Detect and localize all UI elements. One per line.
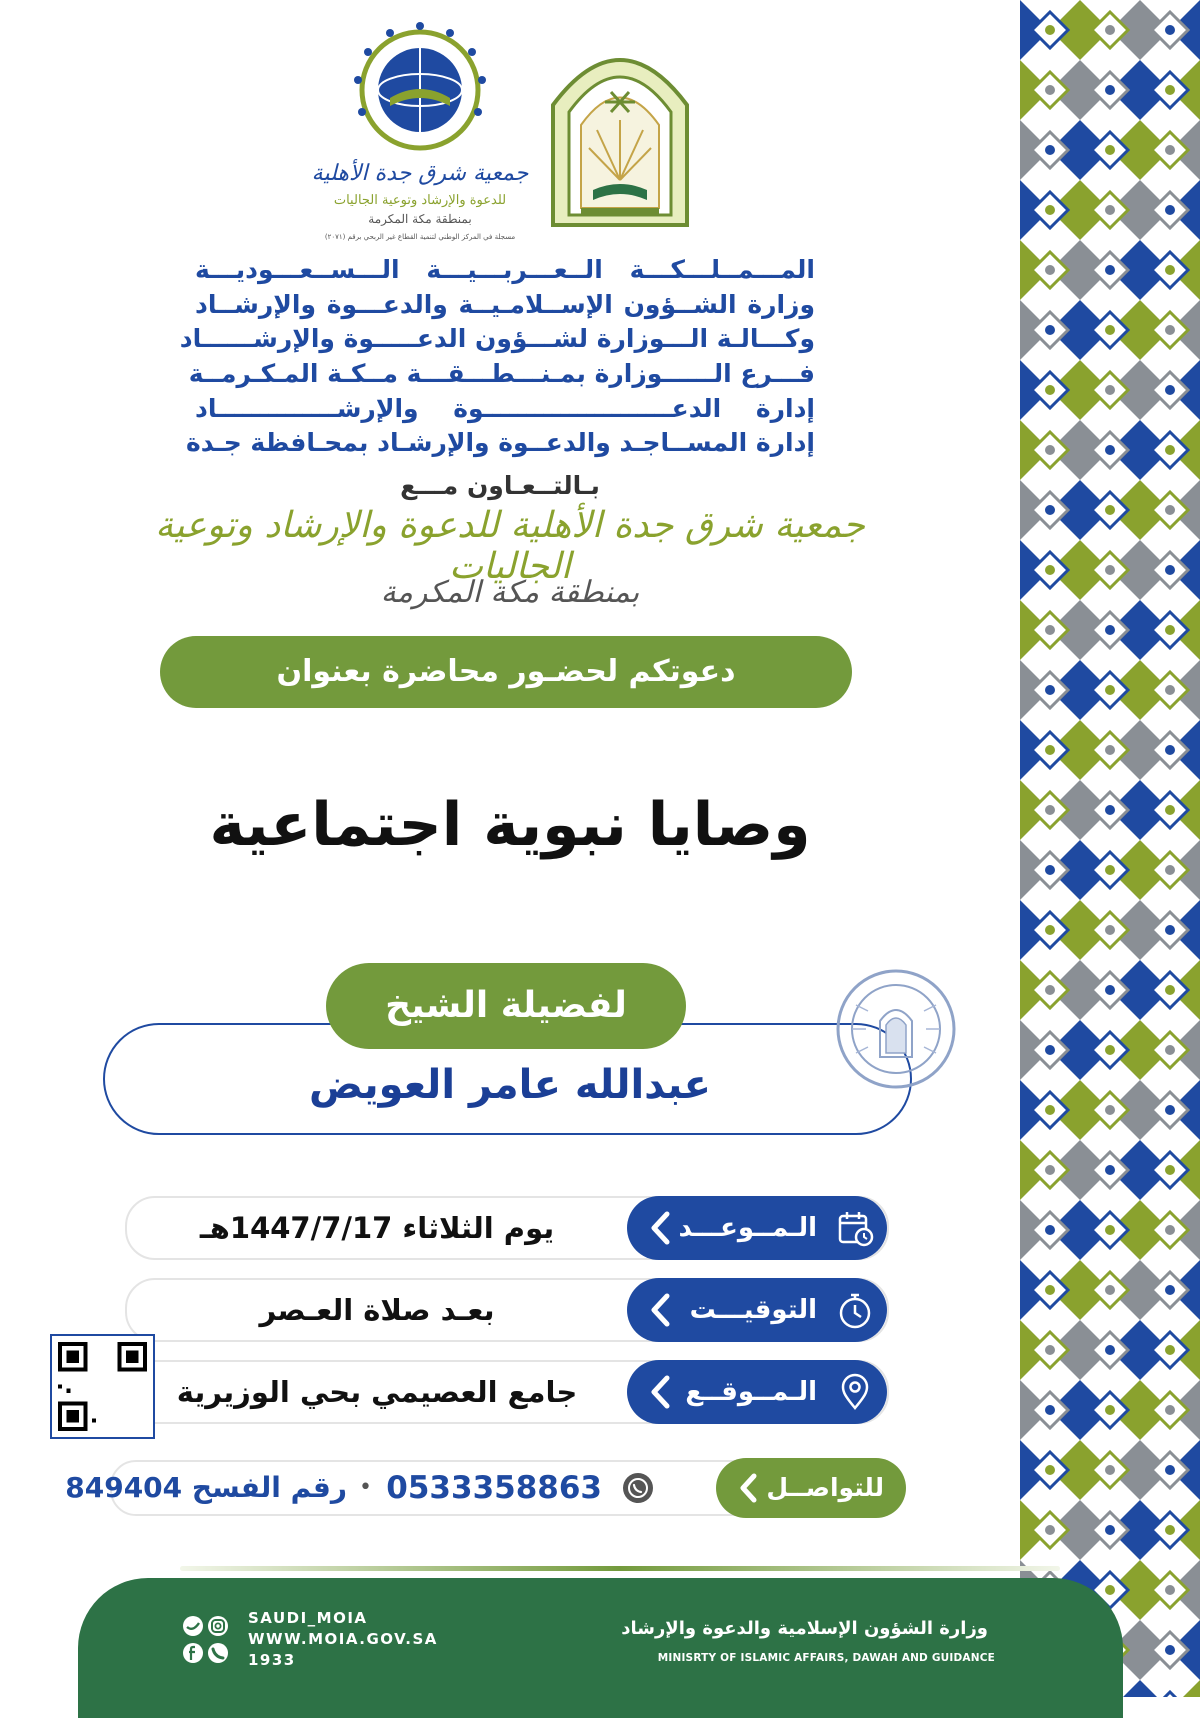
speaker-title-pill: لفضيلة الشيخ — [326, 963, 686, 1049]
time-label: التوقيـــت — [689, 1295, 817, 1325]
location-value: جامع العصيمي بحي الوزيرية — [176, 1375, 578, 1409]
phone-icon — [208, 1643, 228, 1663]
date-tag — [627, 1196, 887, 1260]
date-label: الـمــوعـــد — [678, 1213, 817, 1243]
svg-text:جمعية شرق جدة الأهلية: جمعية شرق جدة الأهلية — [311, 161, 529, 186]
header-line-kingdom: المـــمــلـــكـــة الــعـــربـــيـــة الـــســعـــوديـــة — [195, 255, 815, 284]
lecture-title: وصايا نبوية اجتماعية — [209, 790, 811, 860]
association-logo — [310, 20, 530, 245]
location-tag — [627, 1360, 887, 1424]
contact-phone[interactable]: 0533358863 — [386, 1470, 602, 1506]
location-pin-icon — [835, 1372, 875, 1412]
time-value: بعـد صلاة العـصر — [259, 1293, 495, 1327]
date-value: يوم الثلاثاء 1447/7/17هـ — [199, 1211, 555, 1245]
contact-separator: • — [359, 1475, 372, 1500]
chevron-left-icon — [649, 1210, 671, 1246]
location-row — [125, 1360, 889, 1424]
time-row — [125, 1278, 889, 1342]
footer-website[interactable]: WWW.MOIA.GOV.SA — [248, 1630, 438, 1648]
instagram-icon — [208, 1616, 228, 1636]
decorative-side-border — [1020, 0, 1200, 1697]
header-line-agency: وكـــالـة الـــوزارة لشـــؤون الدعـــــوة والإرشــــــاد — [179, 324, 815, 353]
date-row — [125, 1196, 889, 1260]
facebook-icon — [183, 1643, 203, 1663]
invitation-banner: دعوتكم لحضـور محاضرة بعنوان — [160, 636, 852, 708]
chevron-left-icon — [649, 1292, 671, 1328]
social-icons — [181, 1614, 231, 1666]
header-line-ministry: وزارة الشــؤون الإســلامـيــة والدعـــوة والإرشــاد — [195, 290, 815, 319]
svg-text:بمنطقة مكة المكرمة: بمنطقة مكة المكرمة — [368, 212, 472, 226]
cooperation-label: بـالتــعـاون مـــع — [400, 471, 600, 500]
contact-tag — [716, 1458, 906, 1518]
association-calligraphy: جمعية شرق جدة الأهلية للدعوة والإرشاد وتوعية الجاليات — [155, 505, 865, 587]
contact-row — [65, 1460, 904, 1516]
svg-text:مسجلة في المركز الوطني لتنمية: مسجلة في المركز الوطني لتنمية القطاع غير الربحي برقم (٢٠٧١) — [324, 233, 516, 241]
header-line-branch: فـــرع الــــــوزارة بمـنـــطـــقـــة مــكـة المـكـرمــة — [188, 359, 815, 388]
header-line-dawah-department: إدارة الدعــــــــــــــــــــــوة والإرشــــــــــــــاد — [195, 394, 815, 423]
footer-phone[interactable]: 1933 — [248, 1651, 296, 1669]
header-line-mosques-department: إدارة المســاجـد والدعــوة والإرشـاد بمحـافظة جـدة — [185, 428, 815, 457]
chevron-left-icon — [649, 1374, 671, 1410]
footer-divider — [180, 1566, 1060, 1571]
footer-contacts — [248, 1608, 438, 1671]
location-label: الـمــوقــع — [685, 1377, 817, 1407]
calendar-icon — [835, 1208, 875, 1248]
stopwatch-icon — [835, 1290, 875, 1330]
whatsapp-icon — [622, 1472, 654, 1504]
speaker-name: عبدالله عامر العويض — [309, 1062, 711, 1108]
footer-ministry-arabic: وزارة الشؤون الإسلامية والدعوة والإرشاد — [621, 1618, 988, 1639]
association-region: بمنطقة مكة المكرمة — [380, 575, 640, 610]
ministry-emblem — [545, 30, 695, 230]
footer-ministry-english: MINISRTY OF ISLAMIC AFFAIRS, DAWAH AND GUIDANCE — [657, 1652, 995, 1664]
permit-number: رقم الفسح 849404 — [65, 1471, 347, 1504]
chevron-left-icon — [738, 1472, 758, 1504]
time-tag — [627, 1278, 887, 1342]
footer-bar — [78, 1578, 1123, 1718]
footer-social-handle[interactable]: SAUDI_MOIA — [248, 1609, 368, 1627]
official-stamp — [832, 965, 960, 1093]
twitter-icon — [183, 1616, 203, 1636]
contact-label: للتواصــل — [766, 1473, 884, 1502]
qr-code-icon — [58, 1342, 147, 1431]
qr-code[interactable] — [50, 1334, 155, 1439]
svg-text:للدعوة والإرشاد وتوعية الجاليا: للدعوة والإرشاد وتوعية الجاليات — [333, 193, 507, 208]
